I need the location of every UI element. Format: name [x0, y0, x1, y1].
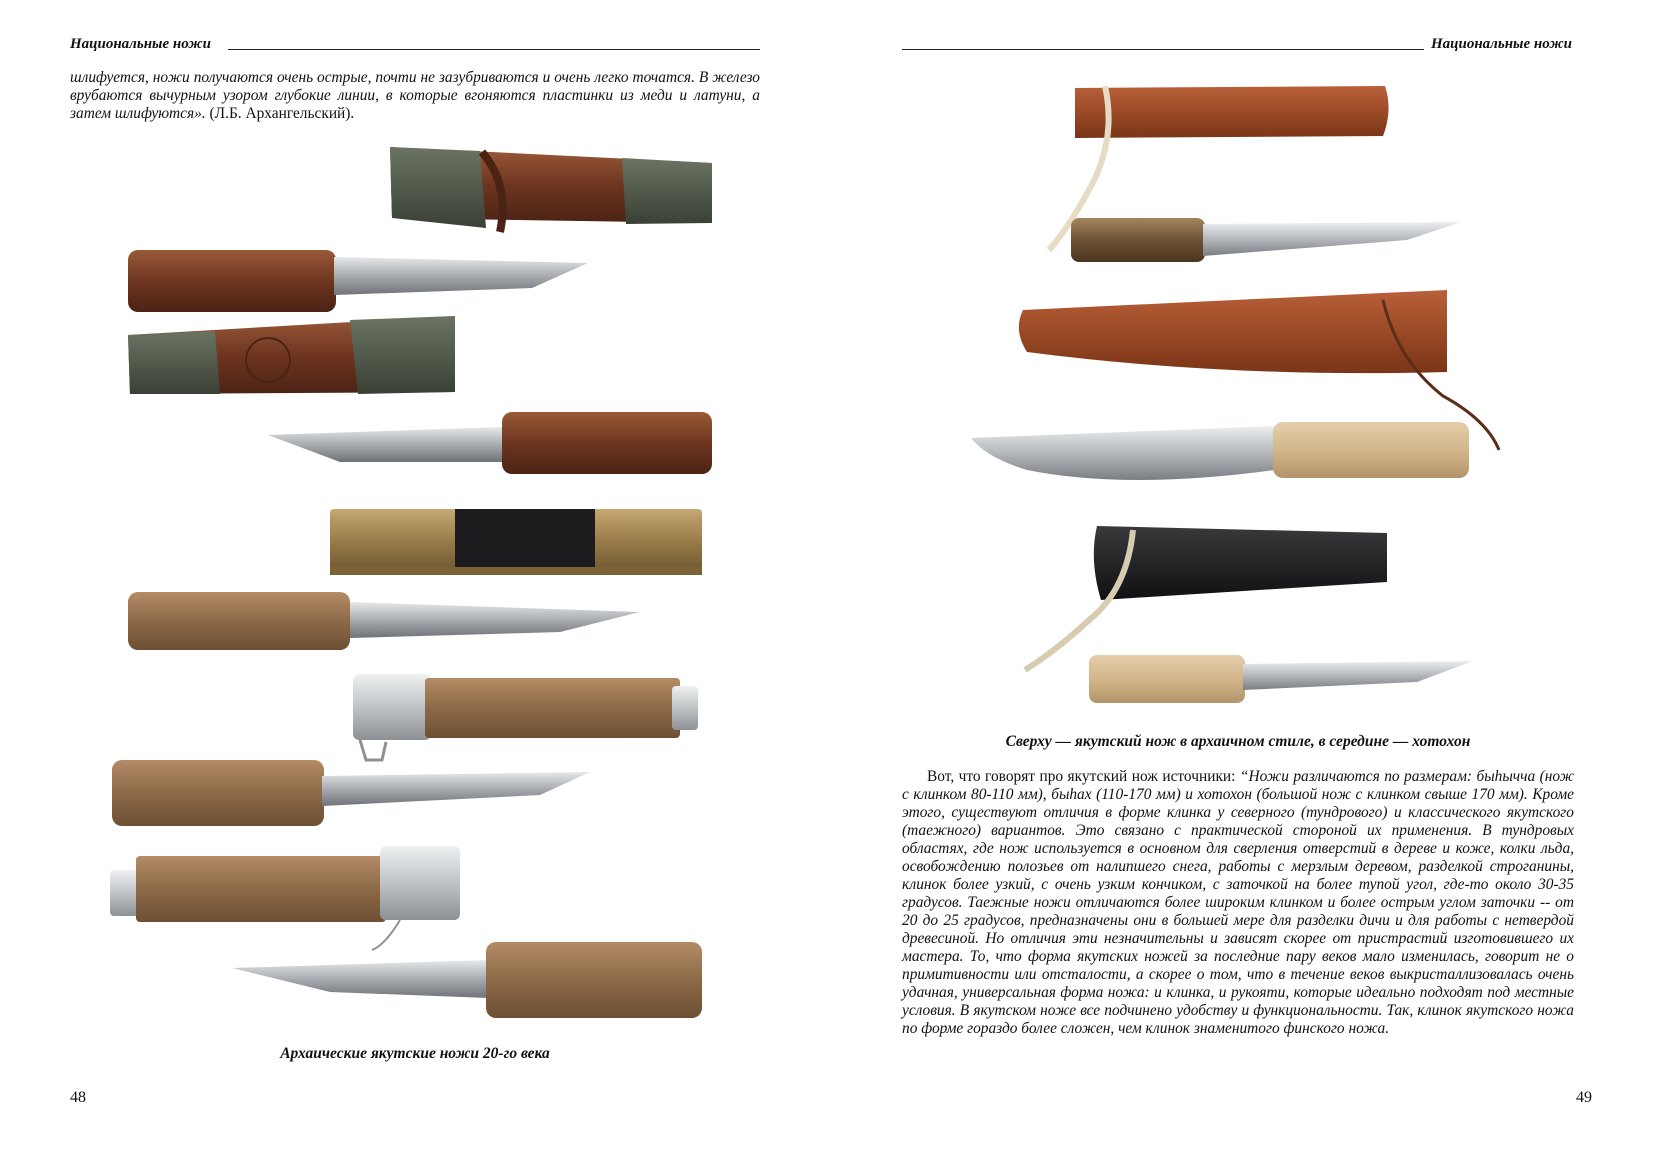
- bottom-knife: [1089, 655, 1473, 703]
- page-number-left: 48: [70, 1089, 86, 1106]
- top-knife: [1071, 218, 1461, 262]
- knife-1: [128, 250, 588, 312]
- left-page: [0, 0, 826, 1169]
- knife-5: [232, 942, 702, 1018]
- knife-2: [268, 412, 712, 474]
- running-head-left: Национальные ножи: [70, 36, 211, 52]
- knife-4: [112, 760, 590, 826]
- knife-3: [128, 592, 640, 650]
- body-intro: Вот, что говорят про якутский нож источники:: [927, 768, 1240, 785]
- archaic-knives-photo: [0, 0, 826, 1169]
- middle-knife-khotokhon: [971, 422, 1469, 480]
- body-quote: “Ножи различаются по размерам: быhычча (нож с клинком 80-110 мм), быhах (110-170 мм) и хотохон (большой нож с клинком свыше 170 мм). Кроме этого, существуют отличия в форме клинка у северного (тундрового) и классического якутского (таежного) вариантов. Это связано с практической стороной их применения. В тундровых областях, где нож используется в основном для сверления отверстий в дереве и коже, колки льда, освобождению полозьев от налипшего снега, работы с мерзлым деревом, разделкой строганины, клинок более узкий, с очень узким кончиком, с заточкой на более тупой угол, где-то около 30-35 градусов. Таежные ножи отличаются более широким клинком и более острым углом заточки -- от 20 до 25 градусов, предназначены они в большей мере для разделки дичи и для работы с нетвердой древесиной. Но отличия эти незначительны и зависят скорее от пристрастий изготовившего их мастера. То, что форма якутских ножей за последние пару веков мало изменилась, говорит не о примитивности или отсталости, а скорее о том, что в течение веков выкристаллизовалась очень удачная, универсальная форма ножа: и клинка, и рукояти, которые идеально подходят под местные условия. В якутском ноже все подчинено удобству и функциональности. Так, клинок якутского ножа по форме гораздо более сложен, чем клинок знаменитого финского ножа.: [902, 768, 1574, 1037]
- sheath-1: [390, 147, 712, 232]
- running-head-right: Национальные ножи: [1431, 36, 1572, 52]
- right-page: [827, 0, 1653, 1169]
- body-paragraph: [902, 768, 1574, 1038]
- sheath-2: [128, 316, 455, 394]
- page-number-right: 49: [1576, 1089, 1592, 1106]
- figure-caption-left: Архаические якутские ножи 20-го века: [280, 1045, 550, 1062]
- citation: (Л.Б. Архангельский).: [205, 105, 355, 122]
- figure-caption-right: Сверху — якутский нож в архаичном стиле, в середине — хотохон: [1005, 733, 1471, 750]
- continued-quote: шлифуется, ножи получаются очень острые, почти не зазубриваются и очень легко точатся. В железо врубаются вычурным узором глубокие линии, в которые вгоняются пластинки из меди и латуни, а затем шлифуются».: [70, 69, 760, 122]
- sheath-3: [330, 509, 702, 575]
- sheath-5: [110, 846, 460, 950]
- sheath-4: [353, 674, 698, 760]
- bottom-sheath: [1025, 526, 1387, 670]
